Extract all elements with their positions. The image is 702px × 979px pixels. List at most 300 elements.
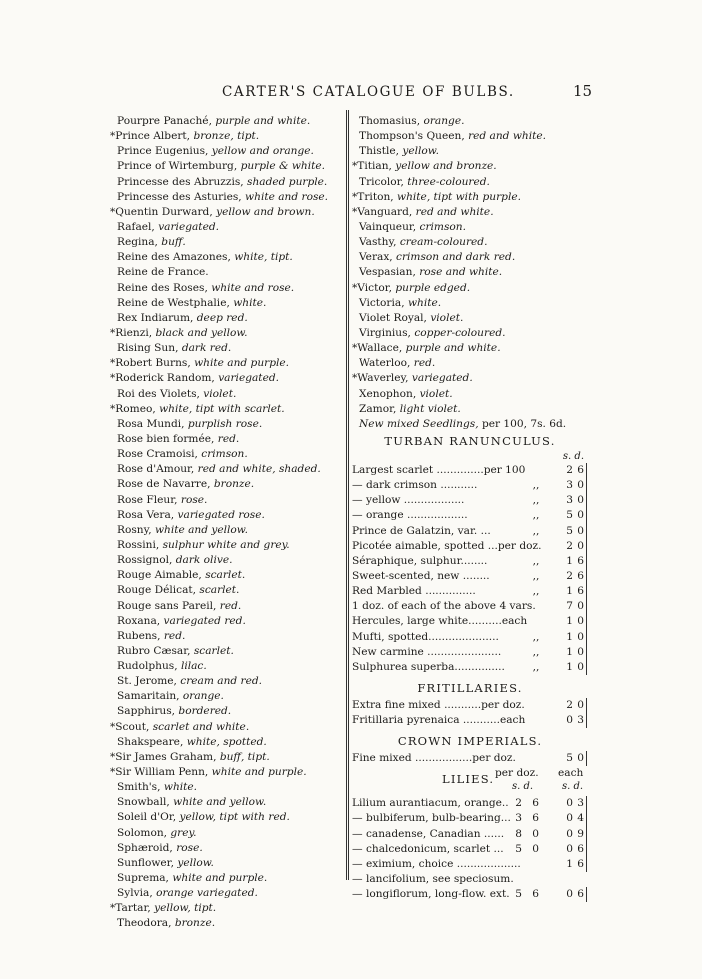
- ditto-mark: ,,: [532, 585, 540, 598]
- price-row: [352, 660, 588, 675]
- page-number: 15: [573, 82, 593, 100]
- price-label: Mufti, spotted.....................: [352, 630, 499, 643]
- crown-imperials-title: CROWN IMPERIALS.: [397, 734, 543, 749]
- variety-row: [110, 402, 346, 417]
- variety-name: *Triton,: [352, 190, 394, 203]
- price-shillings: 5: [566, 524, 573, 537]
- variety-description: bronze.: [174, 917, 216, 930]
- variety-description: crimson.: [201, 448, 248, 461]
- variety-row: [110, 175, 346, 190]
- variety-row: [110, 568, 346, 583]
- variety-row: [110, 780, 346, 795]
- price-shillings: 3: [566, 479, 573, 492]
- ditto-mark: ,,: [532, 645, 540, 658]
- variety-row: [110, 704, 346, 719]
- variety-description: cream-coloured.: [399, 236, 488, 249]
- variety-name: Smith's,: [117, 781, 161, 794]
- variety-name: Sapphirus,: [117, 705, 176, 718]
- price-shillings: 1: [566, 660, 573, 673]
- variety-row: [110, 841, 346, 856]
- variety-name: Sphæroid,: [117, 841, 173, 854]
- variety-row: [110, 795, 346, 810]
- variety-row: [352, 281, 588, 296]
- price-label: Hercules, large white..........each: [352, 615, 528, 628]
- variety-description: white and purple.: [172, 872, 268, 885]
- lily-name: — chalcedonicum, scarlet ...: [352, 842, 504, 855]
- variety-row: [110, 674, 346, 689]
- variety-description: yellow.: [402, 145, 439, 158]
- per-doz-shillings: 3: [515, 812, 522, 825]
- variety-row: [110, 826, 346, 841]
- variety-description: white.: [407, 296, 442, 309]
- variety-description: white, tipt.: [234, 251, 293, 264]
- price-shillings: 5: [566, 509, 573, 522]
- price-label: Sulphurea superba...............: [352, 660, 505, 673]
- variety-name: Reine de Westphalie,: [117, 296, 230, 309]
- variety-name: Soleil d'Or,: [117, 811, 177, 824]
- variety-name: Snowball,: [117, 796, 170, 809]
- variety-description: shaded purple.: [247, 175, 328, 188]
- variety-name: *Wallace,: [352, 342, 403, 355]
- variety-row: [352, 220, 588, 235]
- price-shillings: 0: [566, 714, 573, 727]
- price-label: 1 doz. of each of the above 4 vars.: [352, 600, 536, 613]
- variety-row: [110, 341, 346, 356]
- variety-row: [352, 144, 588, 159]
- variety-name: Princesse des Abruzzis,: [117, 175, 244, 188]
- price-pence: 0: [575, 539, 587, 554]
- variety-row: [110, 614, 346, 629]
- variety-row: [110, 659, 346, 674]
- price-pence: 0: [575, 660, 587, 675]
- variety-name: Roxana,: [117, 614, 161, 627]
- variety-description: white and yellow.: [154, 523, 248, 536]
- variety-row: [110, 886, 346, 901]
- variety-name: Rudolphus,: [117, 660, 178, 673]
- variety-description: yellow.: [177, 856, 214, 869]
- each-pence: 6: [575, 842, 587, 857]
- variety-name: *Tartar,: [110, 902, 151, 915]
- variety-description: variegated.: [158, 220, 219, 233]
- variety-name: Rossignol,: [117, 554, 173, 567]
- lilies-sd-header-1: s. d.: [512, 781, 534, 793]
- lily-row: [352, 887, 588, 902]
- variety-row: [352, 205, 588, 220]
- variety-row: [110, 417, 346, 432]
- variety-description: white and yellow.: [173, 796, 267, 809]
- variety-description: sulphur white and grey.: [162, 538, 290, 551]
- price-pence: 0: [575, 751, 587, 766]
- price-pence: 0: [575, 645, 587, 660]
- variety-description: red and white, shaded.: [197, 463, 321, 476]
- variety-row: [110, 447, 346, 462]
- variety-name: *Scout,: [110, 720, 150, 733]
- price-shillings: 1: [566, 585, 573, 598]
- variety-description: black and yellow.: [155, 326, 248, 339]
- variety-name: *Romeo,: [110, 402, 156, 415]
- lily-row: [352, 872, 588, 887]
- variety-description: yellow, tipt with red.: [179, 811, 290, 824]
- variety-row: [110, 583, 346, 598]
- variety-name: Victoria,: [359, 296, 405, 309]
- variety-name: *Titian,: [352, 160, 392, 173]
- variety-name: Waterloo,: [359, 357, 411, 370]
- variety-description: red.: [219, 599, 242, 612]
- lily-name: — canadense, Canadian ......: [352, 827, 505, 840]
- ditto-mark: ,,: [532, 479, 540, 492]
- price-row: [352, 524, 588, 539]
- variety-name: *Roderick Random,: [110, 372, 215, 385]
- variety-row: [110, 720, 346, 735]
- variety-row: [352, 296, 588, 311]
- price-label: Prince de Galatzin, var. ...: [352, 524, 491, 537]
- seedlings-price: per 100, 7s. 6d.: [481, 417, 567, 430]
- price-shillings: 1: [566, 615, 573, 628]
- right-column: [352, 114, 588, 902]
- variety-description: bronze, tipt.: [193, 130, 260, 143]
- variety-row: [352, 159, 588, 174]
- each-shillings: 0: [566, 888, 573, 901]
- variety-row: [110, 916, 346, 931]
- price-row: [352, 645, 588, 660]
- variety-name: Rouge sans Pareil,: [117, 599, 217, 612]
- variety-row: [352, 190, 588, 205]
- variety-list-right: [352, 114, 588, 417]
- variety-name: Rubro Cæsar,: [117, 644, 191, 657]
- variety-description: white.: [163, 781, 198, 794]
- variety-description: dark red.: [181, 342, 232, 355]
- variety-row: [352, 387, 588, 402]
- variety-description: lilac.: [180, 660, 207, 673]
- price-pence: 0: [575, 524, 587, 539]
- per-doz-pence: 6: [532, 797, 539, 810]
- variety-description: variegated rose.: [177, 508, 265, 521]
- fritillaries-title: FRITILLARIES.: [417, 680, 523, 695]
- lily-row: [352, 796, 588, 811]
- each-shillings: 0: [566, 797, 573, 810]
- variety-name: Rubens,: [117, 629, 161, 642]
- variety-row: [110, 220, 346, 235]
- variety-description: white, tipt with purple.: [397, 190, 521, 203]
- variety-name: *Quentin Durward,: [110, 205, 213, 218]
- variety-name: Shakspeare,: [117, 735, 184, 748]
- variety-description: yellow and bronze.: [395, 160, 497, 173]
- variety-row: [110, 644, 346, 659]
- variety-description: scarlet.: [205, 569, 246, 582]
- variety-description: variegated.: [218, 372, 279, 385]
- price-shillings: 2: [566, 539, 573, 552]
- per-doz-pence: 0: [532, 827, 539, 840]
- variety-description: yellow and brown.: [216, 205, 315, 218]
- price-row: [352, 539, 588, 554]
- price-pence: 0: [575, 698, 587, 713]
- price-row: [352, 554, 588, 569]
- variety-name: Reine des Amazones,: [117, 251, 231, 264]
- price-pence: 0: [575, 630, 587, 645]
- price-pence: 6: [575, 569, 587, 584]
- variety-row: [110, 477, 346, 492]
- each-pence: 6: [575, 887, 587, 902]
- variety-description: scarlet and white.: [152, 720, 250, 733]
- variety-description: bordered.: [178, 705, 232, 718]
- variety-row: [110, 114, 346, 129]
- per-doz-shillings: 8: [515, 827, 522, 840]
- variety-description: white and purple.: [194, 357, 290, 370]
- variety-name: St. Jerome,: [117, 675, 177, 688]
- variety-row: [110, 205, 346, 220]
- variety-name: *Rienzi,: [110, 326, 153, 339]
- per-doz-pence: 6: [532, 812, 539, 825]
- variety-name: Thompson's Queen,: [359, 130, 465, 143]
- variety-name: Roi des Violets,: [117, 387, 200, 400]
- variety-name: *Sir James Graham,: [110, 750, 217, 763]
- variety-description: white and rose.: [211, 281, 295, 294]
- price-pence: 6: [575, 463, 587, 478]
- variety-name: Vainqueur,: [359, 220, 417, 233]
- variety-description: variegated red.: [163, 614, 246, 627]
- variety-description: crimson.: [419, 220, 466, 233]
- variety-description: light violet.: [399, 402, 461, 415]
- variety-row: [110, 750, 346, 765]
- price-row: [352, 508, 588, 523]
- variety-row: [352, 129, 588, 144]
- each-pence: 4: [575, 811, 587, 826]
- each-shillings: 0: [566, 827, 573, 840]
- turban-sd-header: s. d.: [562, 450, 584, 462]
- variety-row: [110, 311, 346, 326]
- per-doz-pence: 0: [532, 842, 539, 855]
- crown-imperials-price-list: [352, 751, 588, 766]
- variety-name: Vasthy,: [359, 236, 397, 249]
- ditto-mark: ,,: [532, 524, 540, 537]
- price-shillings: 1: [566, 645, 573, 658]
- variety-description: white, spotted.: [186, 735, 267, 748]
- variety-description: violet.: [430, 311, 464, 324]
- variety-name: Rossini,: [117, 538, 160, 551]
- variety-description: red.: [163, 629, 186, 642]
- price-label: Fritillaria pyrenaica ...........each: [352, 714, 526, 727]
- variety-name: Regina,: [117, 236, 158, 249]
- variety-description: red and white.: [468, 130, 547, 143]
- variety-row: [352, 356, 588, 371]
- variety-description: crimson and dark red.: [396, 251, 516, 264]
- lilies-price-list: [352, 796, 588, 902]
- variety-row: [352, 235, 588, 250]
- variety-description: rose and white.: [419, 266, 503, 279]
- variety-name: Violet Royal,: [359, 311, 427, 324]
- price-shillings: 2: [566, 698, 573, 711]
- variety-row: [110, 371, 346, 386]
- variety-name: Rose de Navarre,: [117, 478, 211, 491]
- variety-description: purple edged.: [395, 281, 471, 294]
- variety-description: red.: [413, 357, 436, 370]
- per-doz-shillings: 2: [515, 797, 522, 810]
- variety-row: [110, 265, 346, 280]
- variety-row: [352, 311, 588, 326]
- variety-description: deep red.: [196, 311, 248, 324]
- variety-name: Vespasian,: [359, 266, 416, 279]
- variety-name: Prince Eugenius,: [117, 145, 209, 158]
- variety-description: purple and white.: [215, 115, 311, 127]
- lily-name: Lilium aurantiacum, orange..: [352, 797, 509, 810]
- variety-name: *Victor,: [352, 281, 392, 294]
- price-shillings: 2: [566, 463, 573, 476]
- variety-description: orange variegated.: [156, 887, 258, 900]
- lily-name: — eximium, choice ...................: [352, 857, 521, 870]
- variety-row: [110, 856, 346, 871]
- page-title: CARTER'S CATALOGUE OF BULBS.: [222, 84, 515, 100]
- variety-row: [110, 599, 346, 614]
- price-pence: 3: [575, 713, 587, 728]
- variety-row: [352, 114, 588, 129]
- price-shillings: 1: [566, 554, 573, 567]
- variety-row: [110, 538, 346, 553]
- variety-name: Rose Cramoisi,: [117, 448, 198, 461]
- lily-name: — longiflorum, long-flow. ext.: [352, 888, 510, 901]
- price-row: [352, 478, 588, 493]
- variety-row: [110, 281, 346, 296]
- lily-row: [352, 857, 588, 872]
- variety-description: rose.: [180, 493, 208, 506]
- variety-row: [110, 296, 346, 311]
- lily-name: — bulbiferum, bulb-bearing...: [352, 812, 511, 825]
- left-column: [110, 114, 346, 932]
- variety-name: Rose Fleur,: [117, 493, 178, 506]
- price-row: [352, 599, 588, 614]
- each-pence: 3: [575, 796, 587, 811]
- turban-price-list: [352, 463, 588, 675]
- variety-name: Samaritain,: [117, 690, 180, 703]
- price-label: Largest scarlet ..............per 100: [352, 463, 526, 476]
- price-pence: 0: [575, 614, 587, 629]
- variety-row: [110, 901, 346, 916]
- price-pence: 0: [575, 478, 587, 493]
- variety-name: Solomon,: [117, 826, 168, 839]
- variety-name: Thistle,: [359, 145, 399, 158]
- variety-name: Rose d'Amour,: [117, 463, 195, 476]
- variety-row: [110, 235, 346, 250]
- price-row: [352, 698, 588, 713]
- variety-row: [110, 144, 346, 159]
- variety-row: [352, 341, 588, 356]
- price-shillings: 2: [566, 569, 573, 582]
- variety-name: Rouge Aimable,: [117, 569, 202, 582]
- variety-name: Verax,: [359, 251, 393, 264]
- variety-name: Rafael,: [117, 220, 155, 233]
- page-header: [0, 84, 702, 106]
- lily-row: [352, 842, 588, 857]
- variety-name: Virginius,: [359, 326, 411, 339]
- variety-row: [352, 265, 588, 280]
- price-label: Séraphique, sulphur........: [352, 554, 488, 567]
- price-row: [352, 751, 588, 766]
- price-label: Sweet-scented, new ........: [352, 569, 490, 582]
- variety-description: dark olive.: [175, 554, 233, 567]
- variety-name: Reine des Roses,: [117, 281, 208, 294]
- price-row: [352, 569, 588, 584]
- variety-description: purple and white.: [405, 342, 501, 355]
- variety-description: bronze.: [213, 478, 255, 491]
- variety-description: purplish rose.: [187, 417, 263, 430]
- price-label: Extra fine mixed ...........per doz.: [352, 698, 525, 711]
- variety-name: Xenophon,: [359, 387, 417, 400]
- price-pence: 0: [575, 599, 587, 614]
- price-row: [352, 493, 588, 508]
- variety-row: [110, 553, 346, 568]
- ditto-mark: ,,: [532, 630, 540, 643]
- variety-row: [110, 810, 346, 825]
- lilies-each-label: each: [558, 767, 584, 780]
- price-label: — yellow ..................: [352, 494, 465, 507]
- variety-name: Princesse des Asturies,: [117, 190, 242, 203]
- variety-row: [110, 387, 346, 402]
- ditto-mark: ,,: [532, 554, 540, 567]
- variety-description: orange.: [423, 115, 465, 127]
- price-shillings: 1: [566, 630, 573, 643]
- variety-row: [110, 190, 346, 205]
- variety-name: Rose bien formée,: [117, 432, 215, 445]
- variety-name: Rosa Mundi,: [117, 417, 185, 430]
- price-pence: 0: [575, 508, 587, 523]
- variety-row: [110, 356, 346, 371]
- lilies-sd-header-2: s. d.: [562, 781, 584, 793]
- variety-name: *Waverley,: [352, 372, 409, 385]
- each-shillings: 0: [566, 842, 573, 855]
- variety-name: Tricolor,: [359, 175, 404, 188]
- variety-row: [110, 629, 346, 644]
- variety-description: white, tipt with scarlet.: [159, 402, 285, 415]
- variety-description: red and white.: [415, 205, 494, 218]
- variety-description: red.: [217, 432, 240, 445]
- variety-name: Rising Sun,: [117, 342, 179, 355]
- variety-name: Prince of Wirtemburg,: [117, 160, 238, 173]
- variety-row: [352, 326, 588, 341]
- price-row: [352, 463, 588, 478]
- each-shillings: 0: [566, 812, 573, 825]
- variety-row: [110, 765, 346, 780]
- variety-description: buff, tipt.: [219, 750, 270, 763]
- variety-description: violet.: [203, 387, 237, 400]
- variety-row: [110, 462, 346, 477]
- lily-name: — lancifolium, see speciosum.: [352, 873, 514, 886]
- price-row: [352, 584, 588, 599]
- variety-description: copper-coloured.: [414, 326, 506, 339]
- price-pence: 6: [575, 584, 587, 599]
- seedlings-line: [352, 417, 588, 432]
- variety-name: Rouge Délicat,: [117, 584, 197, 597]
- lilies-header: [352, 766, 588, 796]
- variety-description: grey.: [170, 826, 197, 839]
- variety-row: [110, 871, 346, 886]
- variety-name: Rosny,: [117, 523, 152, 536]
- variety-row: [110, 326, 346, 341]
- variety-row: [110, 432, 346, 447]
- price-shillings: 5: [566, 752, 573, 765]
- variety-row: [110, 250, 346, 265]
- price-label: — orange ..................: [352, 509, 468, 522]
- variety-name: Rex Indiarum,: [117, 311, 194, 324]
- price-row: [352, 713, 588, 728]
- variety-description: white and purple.: [211, 766, 307, 779]
- per-doz-pence: 6: [532, 888, 539, 901]
- price-row: [352, 630, 588, 645]
- price-pence: 6: [575, 554, 587, 569]
- variety-description: orange.: [182, 690, 224, 703]
- price-label: Fine mixed .................per doz.: [352, 752, 516, 765]
- variety-description: buff.: [161, 236, 186, 249]
- variety-row: [352, 175, 588, 190]
- variety-description: cream and red.: [180, 675, 263, 688]
